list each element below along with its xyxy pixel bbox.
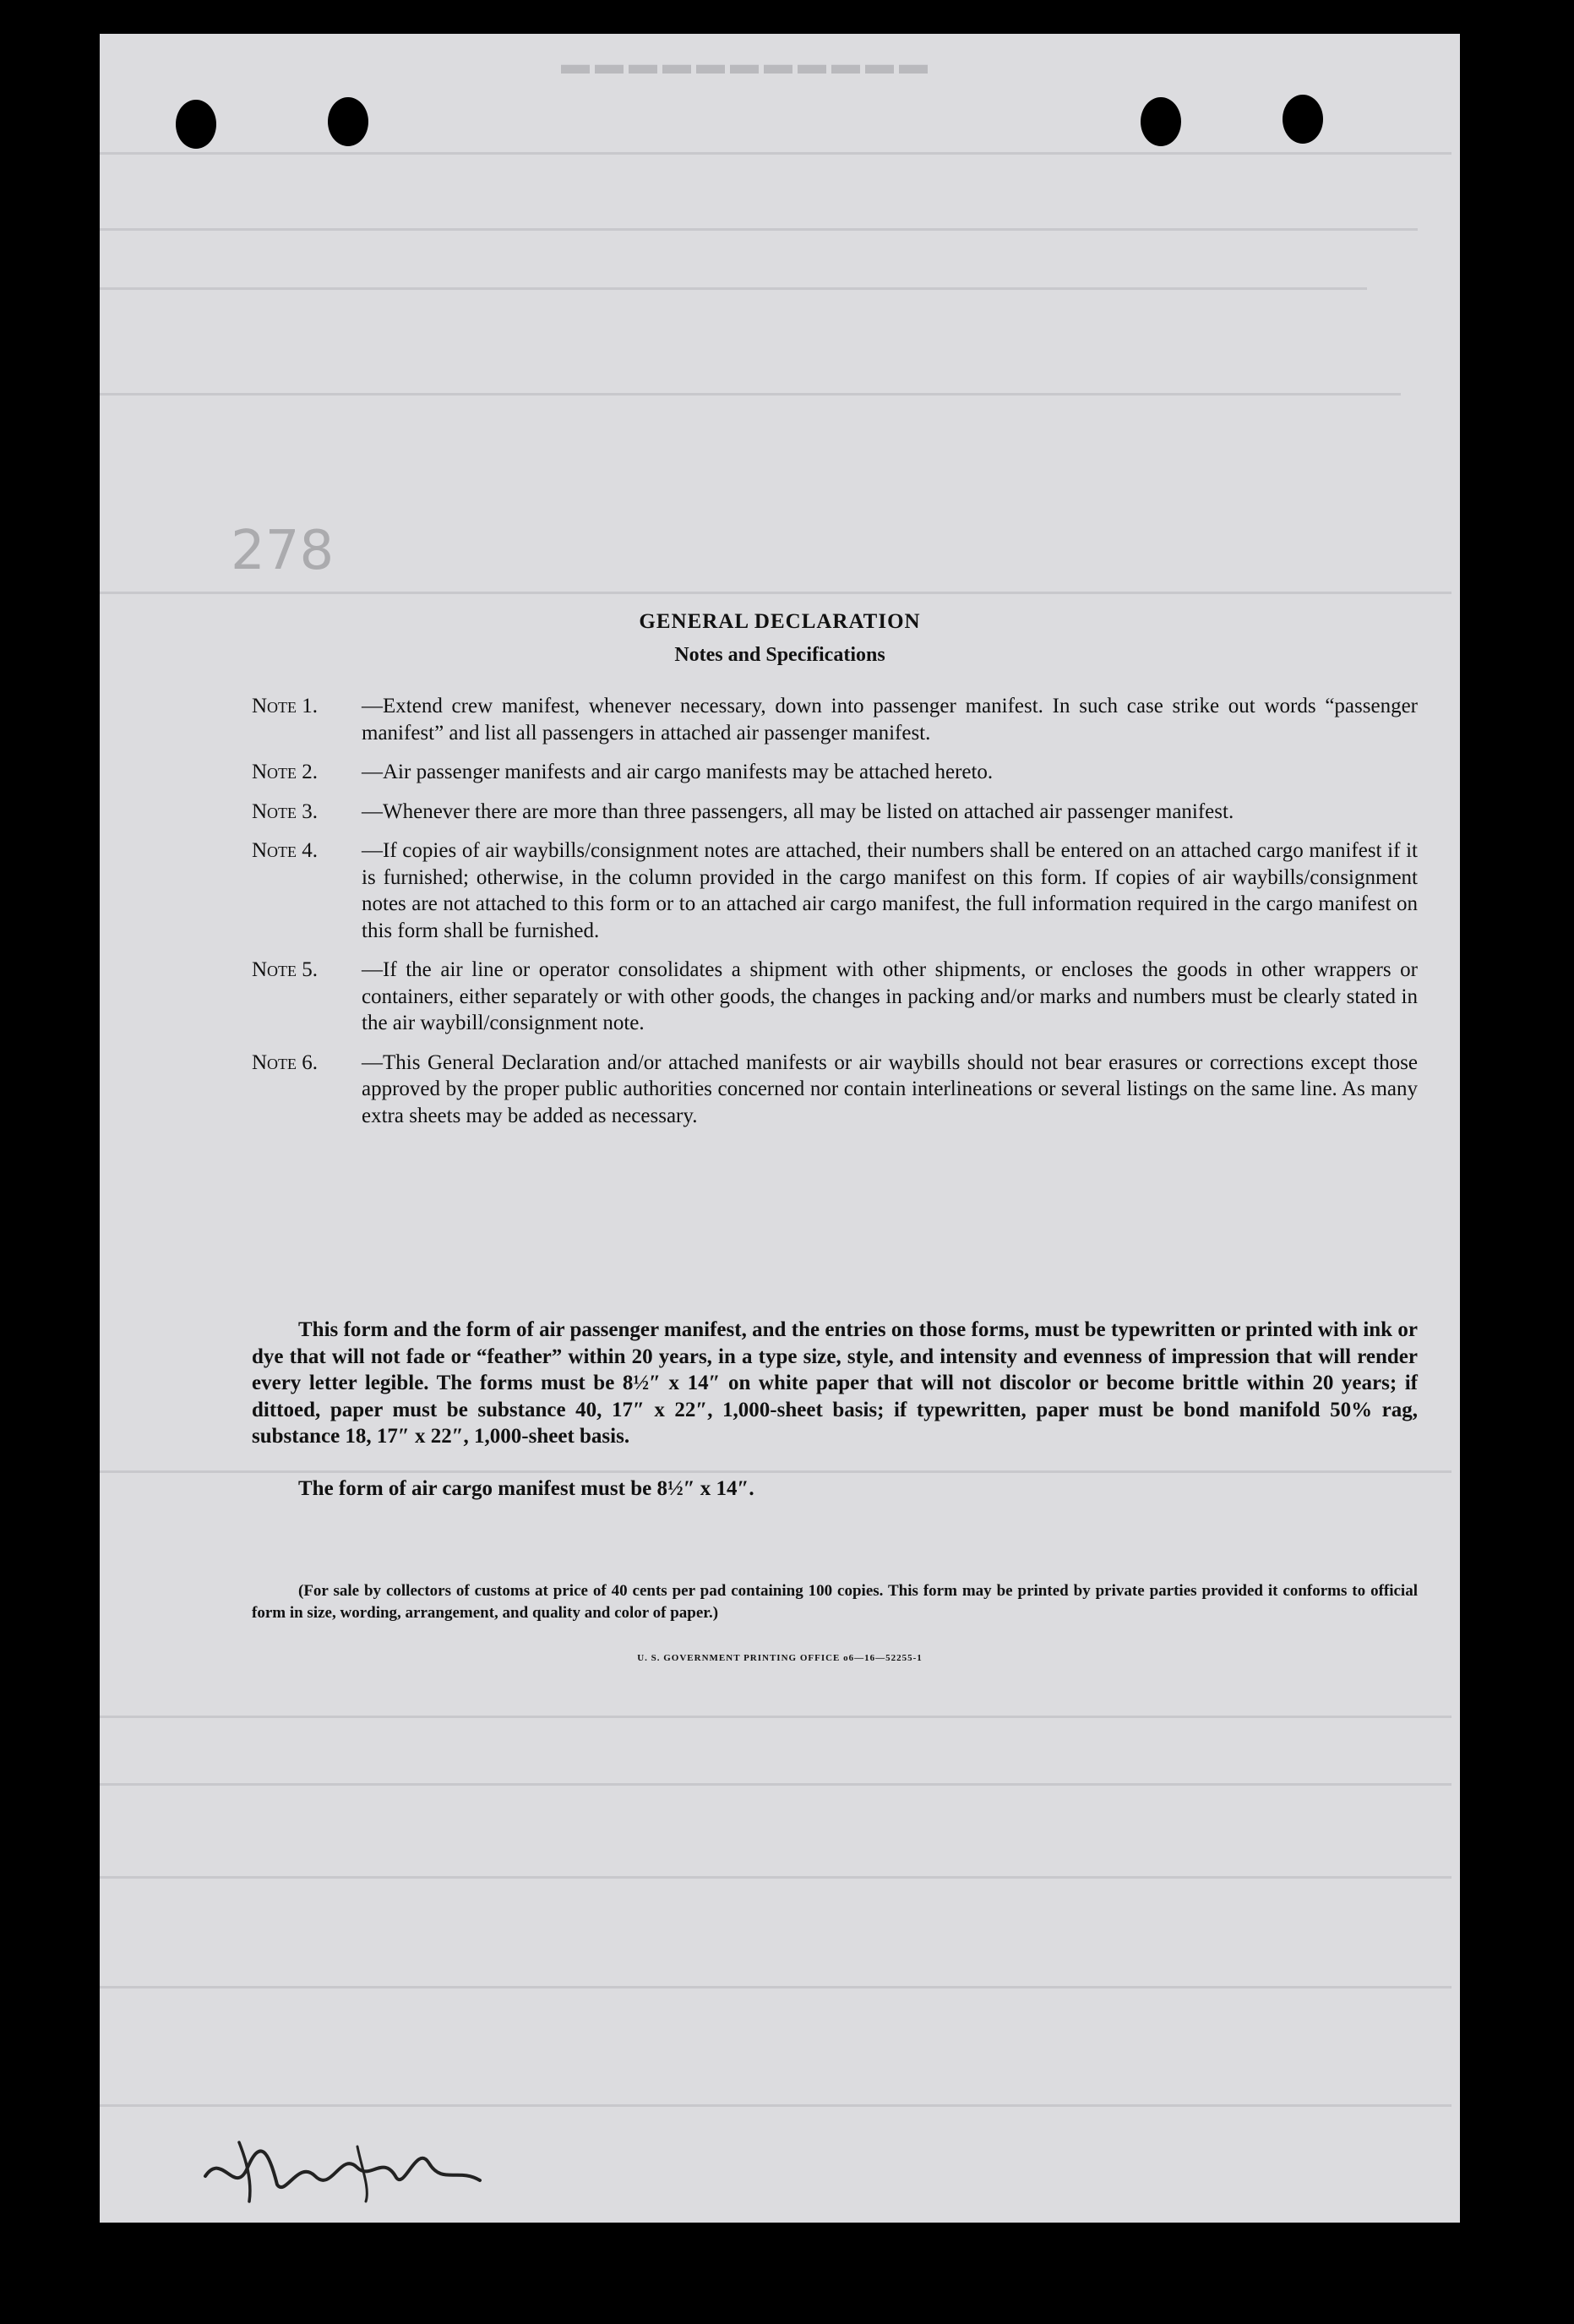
note-text: —If copies of air waybills/consignment notes are attached, their numbers shall be entered on an attached cargo manifest if it is furnished; otherwise, in the column provided in the cargo manifest on this form. If copies of air waybills/consignment notes are not attached to this form or to an attached air cargo manifest, the full information required in the cargo manifest on this form shall be furnished. — [362, 839, 1418, 942]
stamp-number: 278 — [231, 520, 335, 582]
page-title: GENERAL DECLARATION — [639, 610, 921, 633]
document-sheet — [100, 34, 1460, 2223]
note-item — [252, 957, 1418, 1037]
signature-mark — [188, 2117, 493, 2210]
note-item — [252, 799, 1418, 826]
note-text: —If the air line or operator consolidates a shipment with other shipments, or encloses the goods in other wrappers or containers, either separately or with other goods, the changes in packing and/or marks and numbers must be clearly stated in the air waybill/consignment note. — [362, 958, 1418, 1034]
form-requirements-paragraph: This form and the form of air passenger manifest, and the entries on those forms, must be typewritten or printed with ink or dye that will not fade or “feather” within 20 years, in a type size, style, and intensity and evenness of impression that will render every letter legible. The forms must be 8½″ x 14″ on white paper that will not discolor or become brittle within 20 years; if dittoed, paper must be substance 40, 17″ x 22″, 1,000-sheet basis; if typewritten, paper must be bond manifold 50% rag, substance 18, 17″ x 22″, 1,000-sheet basis. — [252, 1318, 1418, 1448]
note-text: —Extend crew manifest, whenever necessary, down into passenger manifest. In such case strike out words “passenger manifest” and list all passengers in attached air passenger manifest. — [362, 695, 1418, 745]
sale-note: (For sale by collectors of customs at price of 40 cents per pad containing 100 copies. This form may be printed by private parties provided it conforms to official form in size, wording, arrangement, and quality and color of paper.) — [252, 1582, 1418, 1622]
note-item — [252, 759, 1418, 786]
notes-list — [252, 693, 1418, 1142]
cargo-manifest-size-line: The form of air cargo manifest must be 8½″ x 14″. — [298, 1477, 754, 1500]
note-text: —Whenever there are more than three passengers, all may be listed on attached air passenger manifest. — [362, 799, 1234, 823]
note-item — [252, 693, 1418, 746]
printer-line: U. S. GOVERNMENT PRINTING OFFICE o6—16—52255-1 — [637, 1653, 923, 1663]
document-content — [100, 34, 1460, 2223]
note-text: —This General Declaration and/or attached manifests or air waybills should not bear erasures or corrections except those approved by the proper public authorities concerned nor contain interlineations or several listings on the same line. As many extra sheets may be added as necessary. — [362, 1050, 1418, 1127]
bleed-through-heading: ▬▬▬▬▬▬▬▬▬▬▬ — [556, 49, 928, 80]
note-label: Note 3. — [252, 799, 319, 823]
note-item — [252, 837, 1418, 944]
note-label: Note 4. — [252, 839, 319, 862]
note-label: Note 5. — [252, 958, 319, 981]
note-item — [252, 1050, 1418, 1130]
note-label: Note 2. — [252, 761, 319, 783]
page-subtitle: Notes and Specifications — [674, 644, 885, 666]
note-label: Note 1. — [252, 695, 319, 717]
note-label: Note 6. — [252, 1050, 319, 1074]
note-text: —Air passenger manifests and air cargo manifests may be attached hereto. — [362, 761, 994, 783]
